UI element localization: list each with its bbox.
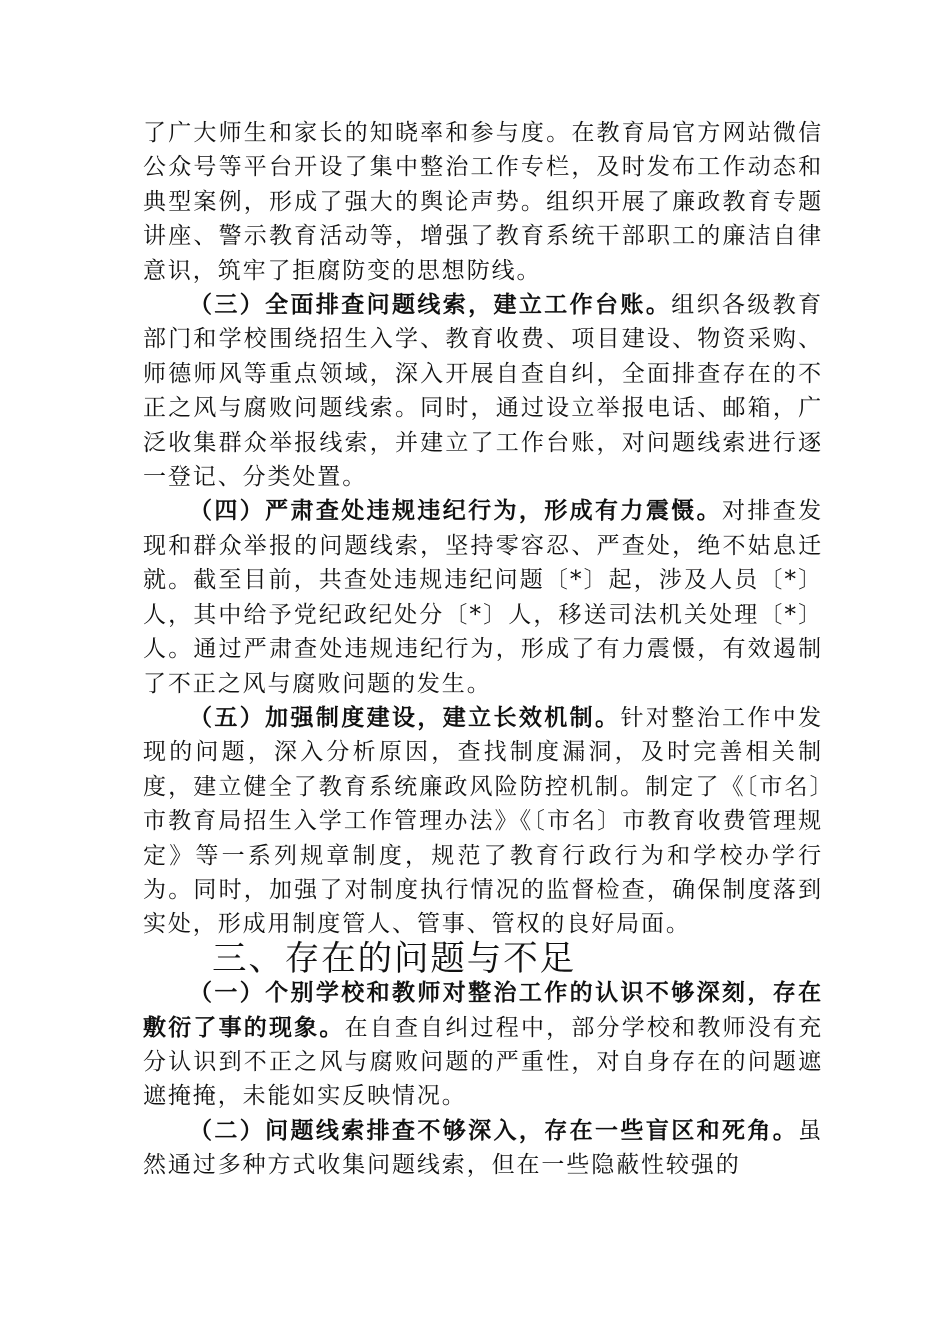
paragraph-lead: （四）严肃查处违规违纪行为，形成有力震慑。 [189, 497, 722, 525]
paragraph-lead: （三）全面排查问题线索，建立工作台账。 [189, 291, 672, 319]
paragraph-problem-1 [143, 976, 823, 1114]
paragraph-text: 对排查发现和群众举报的问题线索，坚持零容忍、严查处，绝不姑息迁就。截至目前，共查处违规违纪问题〔*〕起，涉及人员〔*〕人，其中给予党纪政纪处分〔*〕人，移送司法机关处理〔*〕人。通过严肃查处违规违纪行为，形成了有力震慑，有效遏制了不正之风与腐败问题的发生。 [143, 498, 823, 697]
document-body [143, 116, 823, 1183]
paragraph-punish-violations [143, 494, 823, 700]
section-heading-problems: 三、存在的问题与不足 [212, 938, 576, 979]
paragraph-problem-2 [143, 1114, 823, 1183]
paragraph-investigate-clues [143, 288, 823, 494]
paragraph-lead: （二）问题线索排查不够深入，存在一些盲区和死角。 [189, 1116, 799, 1144]
paragraph-text: 组织各级教育部门和学校围绕招生入学、教育收费、项目建设、物资采购、师德师风等重点领域，深入开展自查自纠，全面排查存在的不正之风与腐败问题线索。同时，通过设立举报电话、邮箱，广泛收集群众举报线索，并建立了工作台账，对问题线索进行逐一登记、分类处置。 [143, 292, 823, 491]
paragraph-lead: （一）个别学校和教师对整治工作的认识不够深刻，存在敷衍了事的现象。 [143, 979, 823, 1041]
paragraph-institution-building [143, 701, 823, 942]
paragraph-text: 虽然通过多种方式收集问题线索，但在一些隐蔽性较强的 [143, 1117, 823, 1179]
paragraph-lead: （五）加强制度建设，建立长效机制。 [189, 703, 621, 731]
paragraph-text: 了广大师生和家长的知晓率和参与度。在教育局官方网站微信公众号等平台开设了集中整治工作专栏，及时发布工作动态和典型案例，形成了强大的舆论声势。组织开展了廉政教育专题讲座、警示教育活动等，增强了教育系统干部职工的廉洁自律意识，筑牢了拒腐防变的思想防线。 [143, 120, 823, 284]
paragraph-text: 在自查自纠过程中，部分学校和教师没有充分认识到不正之风与腐败问题的严重性，对自身存在的问题遮遮掩掩，未能如实反映情况。 [143, 1014, 824, 1110]
paragraph-text: 针对整治工作中发现的问题，深入分析原因，查找制度漏洞，及时完善相关制度，建立健全了教育系统廉政风险防控机制。制定了《〔市名〕市教育局招生入学工作管理办法》《〔市名〕市教育收费管理规定》等一系列规章制度，规范了教育行政行为和学校办学行为。同时，加强了对制度执行情况的监督检查，确保制度落到实处，形成用制度管人、管事、管权的良好局面。 [143, 704, 823, 938]
paragraph-publicity-continued [143, 116, 823, 288]
